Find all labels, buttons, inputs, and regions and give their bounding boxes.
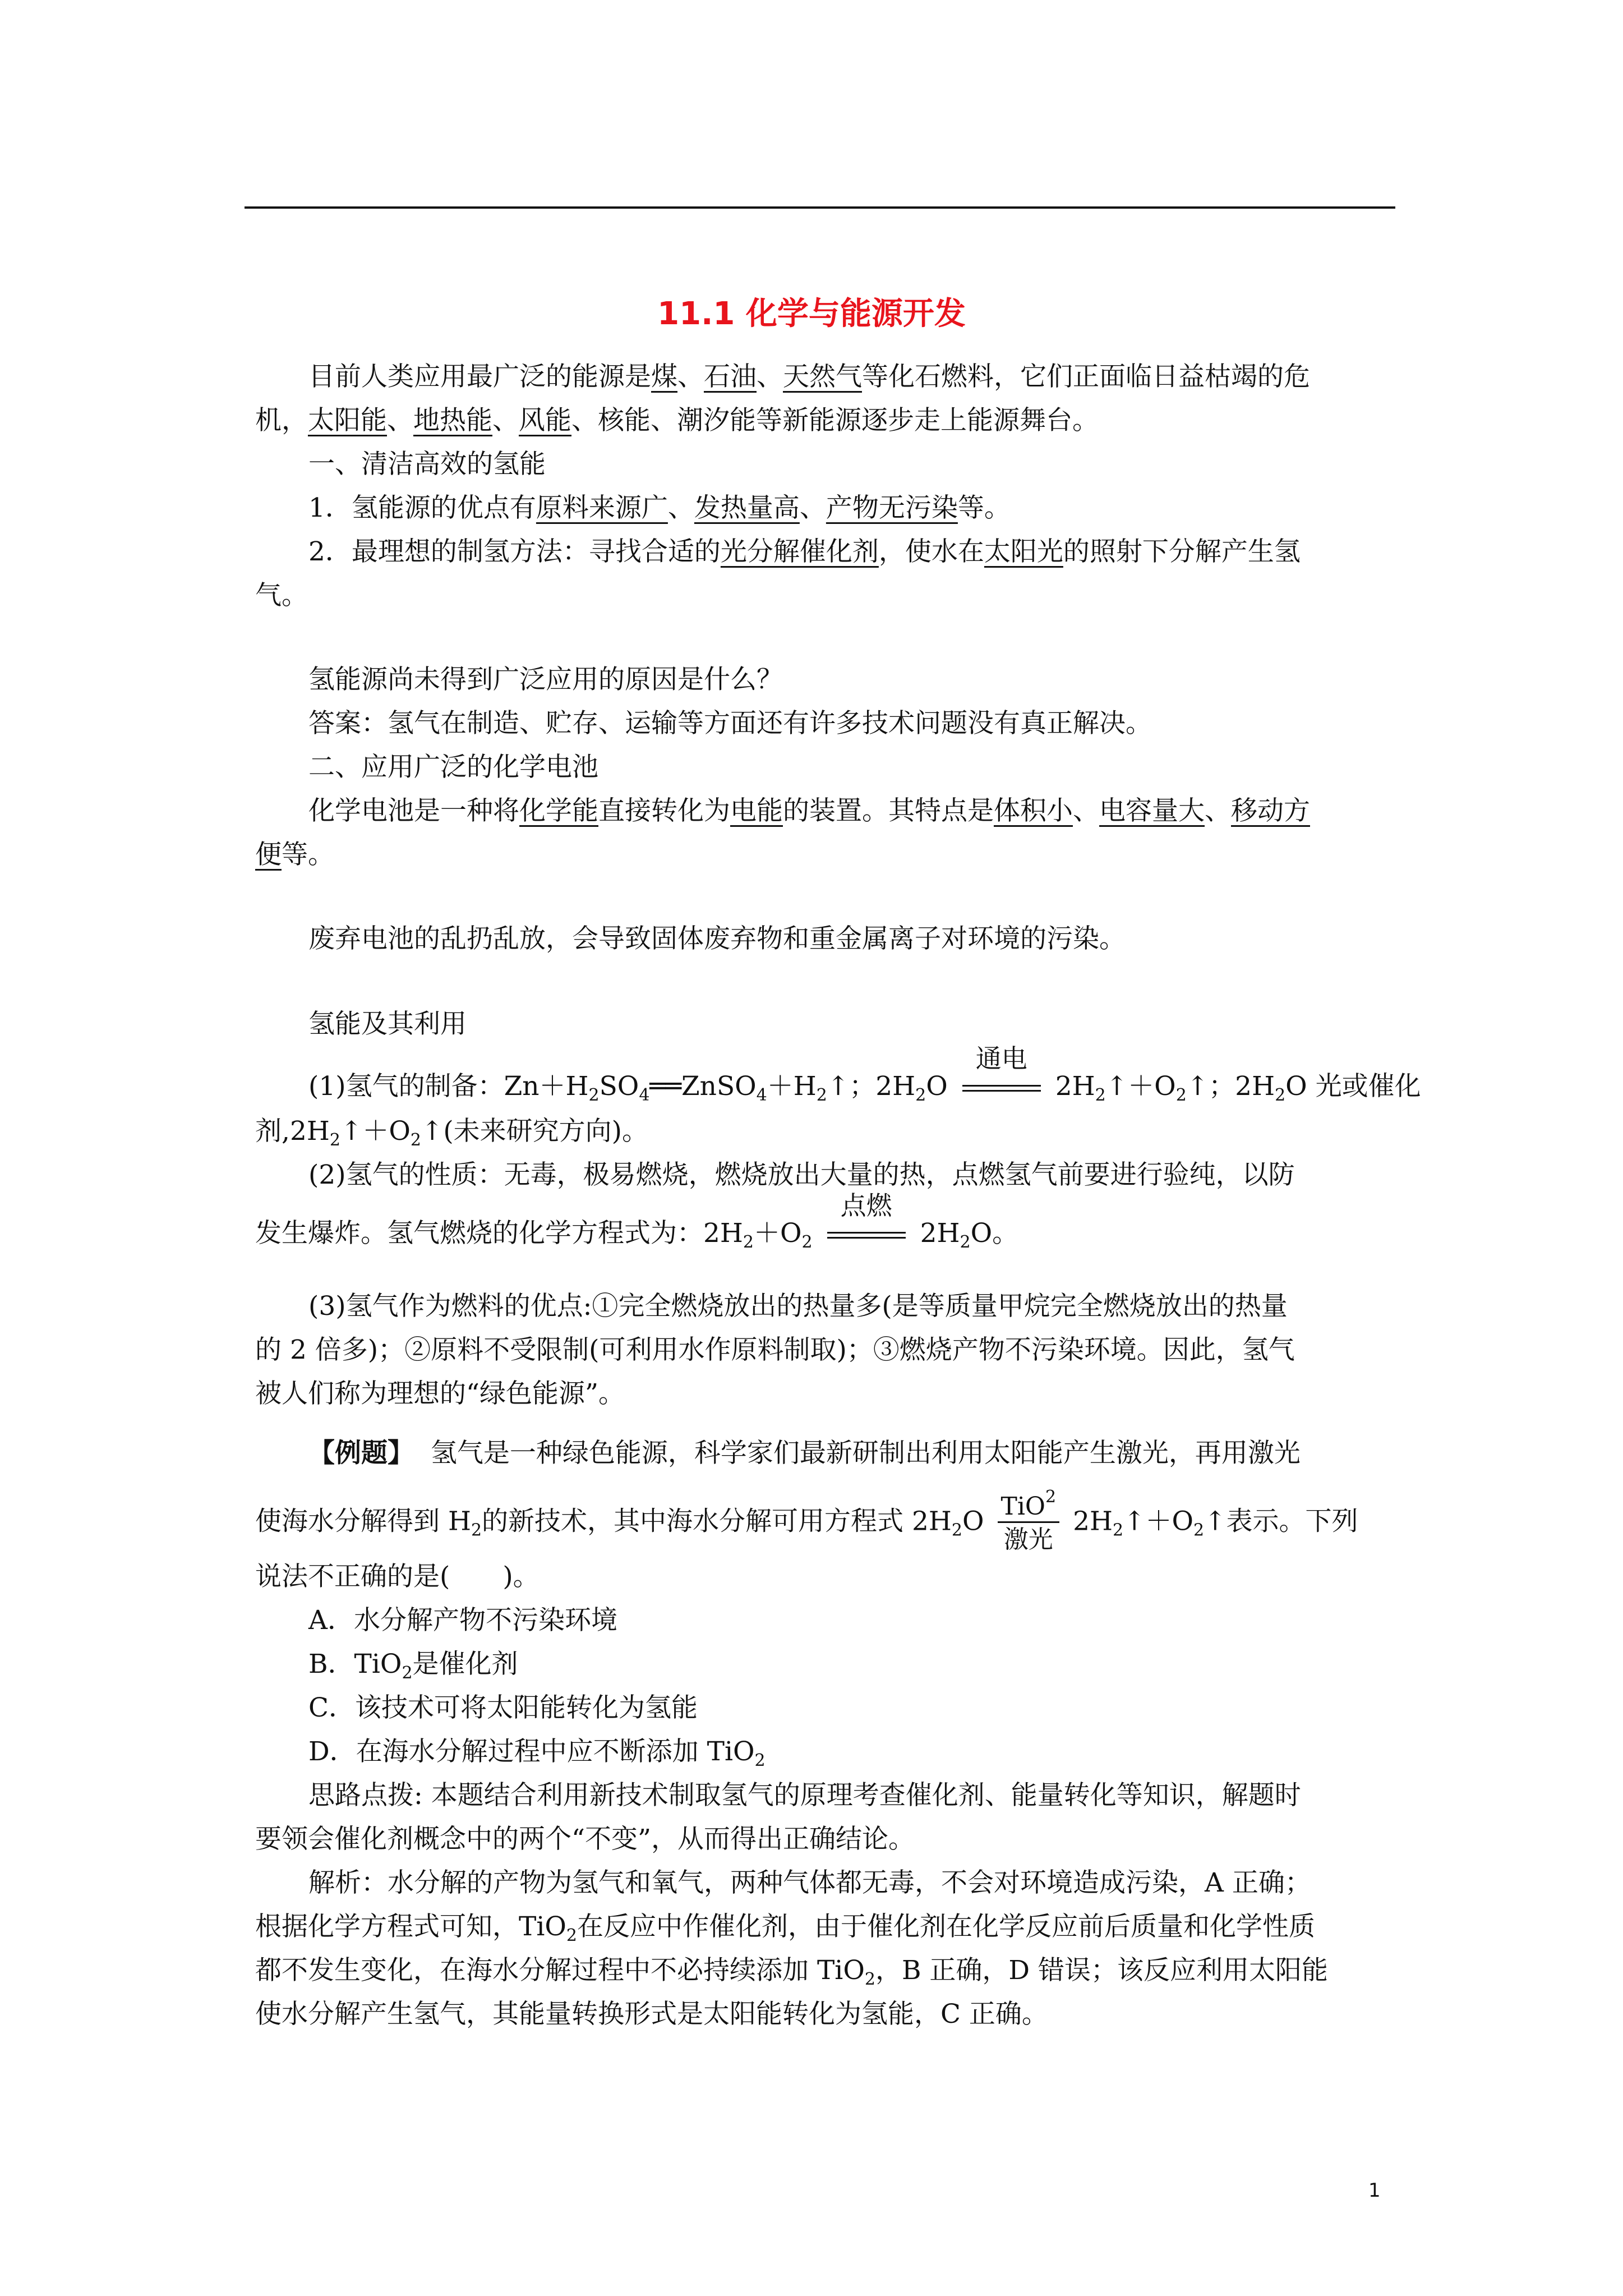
intro-line-2: 机，太阳能、地热能、风能、核能、潮汐能等新能源逐步走上能源舞台。 bbox=[255, 405, 1099, 436]
section-heading-hydrogen: 一、清洁高效的氢能 bbox=[308, 449, 546, 480]
example-line-2: 使海水分解得到 $H_2$的新技术，其中海水分解可用方程式 $2H_2O$ $\frac{TiO^2}{\text{激光}}$ $2H_2↑+O_2↑$表示。下列 bbox=[255, 1487, 1358, 1554]
adv-line-3: 被人们称为理想的“绿色能源”。 bbox=[255, 1378, 625, 1409]
hydrogen-heading: 氢能及其利用 bbox=[308, 1009, 467, 1039]
page-number: 1 bbox=[1368, 2179, 1381, 2202]
option-d: D．在海水分解过程中应不断添加 TiO$_2$ bbox=[308, 1736, 766, 1770]
example-tag: 【例题】 bbox=[308, 1438, 414, 1469]
item-2-line-1: 2．最理想的制氢方法：寻找合适的光分解催化剂，使水在太阳光的照射下分解产生氢 bbox=[308, 536, 1301, 567]
item-2-line-2: 气。 bbox=[255, 580, 308, 611]
hint-line-2: 要领会催化剂概念中的两个“不变”，从而得出正确结论。 bbox=[255, 1824, 915, 1855]
answer: 答案：氢气在制造、贮存、运输等方面还有许多技术问题没有真正解决。 bbox=[308, 708, 1152, 739]
header-rule bbox=[245, 206, 1395, 209]
analysis-line-1: 解析：水分解的产物为氢气和氧气，两种气体都无毒，不会对环境造成污染，A 正确； bbox=[308, 1867, 1311, 1898]
adv-line-2: 的 2 倍多)；②原料不受限制(可利用水作原料制取)；③燃烧产物不污染环境。因此，氢气 bbox=[255, 1335, 1295, 1365]
analysis-line-4: 使水分解产生氢气，其能量转换形式是太阳能转化为氢能，C 正确。 bbox=[255, 1999, 1048, 2030]
prop-line-2: 发生爆炸。氢气燃烧的化学方程式为：$2H_2+O_2$ 点燃 $2H_2O$。 bbox=[255, 1190, 1019, 1252]
intro-line-1: 目前人类应用最广泛的能源是煤、石油、天然气等化石燃料，它们正面临日益枯竭的危 bbox=[308, 361, 1310, 392]
prop-line-1: (2)氢气的性质：无毒，极易燃烧，燃烧放出大量的热，点燃氢气前要进行验纯，以防 bbox=[308, 1159, 1295, 1190]
prep-line-1: (1)氢气的制备：$Zn+H_2SO_4══ZnSO_4+H_2↑$；$2H_2O$ 通电 $2H_2↑+O_2↑$；$2H_2O$ 光或催化 bbox=[308, 1043, 1421, 1105]
hint-line-1: 思路点拨: 本题结合利用新技术制取氢气的原理考查催化剂、能量转化等知识，解题时 bbox=[308, 1780, 1301, 1811]
prep-line-2: 剂$,2H_2↑+O_2↑$(未来研究方向)。 bbox=[255, 1116, 649, 1150]
section-heading-battery: 二、应用广泛的化学电池 bbox=[308, 752, 598, 783]
example-line-1: 【例题】 氢气是一种绿色能源，科学家们最新研制出利用太阳能产生激光，再用激光 bbox=[308, 1438, 1301, 1469]
option-c: C．该技术可将太阳能转化为氢能 bbox=[308, 1692, 698, 1723]
battery-line-2: 便等。 bbox=[255, 839, 334, 870]
option-a: A．水分解产物不污染环境 bbox=[308, 1605, 617, 1636]
item-1: 1．氢能源的优点有原料来源广、发热量高、产物无污染等。 bbox=[308, 493, 1011, 523]
ignition-condition: 点燃 bbox=[827, 1224, 906, 1246]
adv-line-1: (3)氢气作为燃料的优点:①完全燃烧放出的热量多(是等质量甲烷完全燃烧放出的热量 bbox=[308, 1291, 1288, 1322]
electrolysis-condition: 通电 bbox=[962, 1077, 1041, 1099]
waste-note: 废弃电池的乱扔乱放，会导致固体废弃物和重金属离子对环境的污染。 bbox=[308, 923, 1126, 954]
option-b: B．TiO$_2$是催化剂 bbox=[308, 1649, 518, 1683]
analysis-line-2: 根据化学方程式可知，TiO$_2$在反应中作催化剂，由于催化剂在化学反应前后质量和化学性质 bbox=[255, 1911, 1316, 1945]
page-title: 11.1 化学与能源开发 bbox=[657, 296, 966, 332]
catalyst-condition: $\frac{TiO^2}{\text{激光}}$ bbox=[998, 1492, 1060, 1554]
question: 氢能源尚未得到广泛应用的原因是什么？ bbox=[308, 664, 783, 695]
battery-line-1: 化学电池是一种将化学能直接转化为电能的装置。其特点是体积小、电容量大、移动方 bbox=[308, 795, 1310, 826]
analysis-line-3: 都不发生变化，在海水分解过程中不必持续添加 TiO$_2$，B 正确，D 错误；该反应利用太阳能 bbox=[255, 1955, 1329, 1989]
example-line-3: 说法不正确的是( )。 bbox=[255, 1561, 540, 1592]
